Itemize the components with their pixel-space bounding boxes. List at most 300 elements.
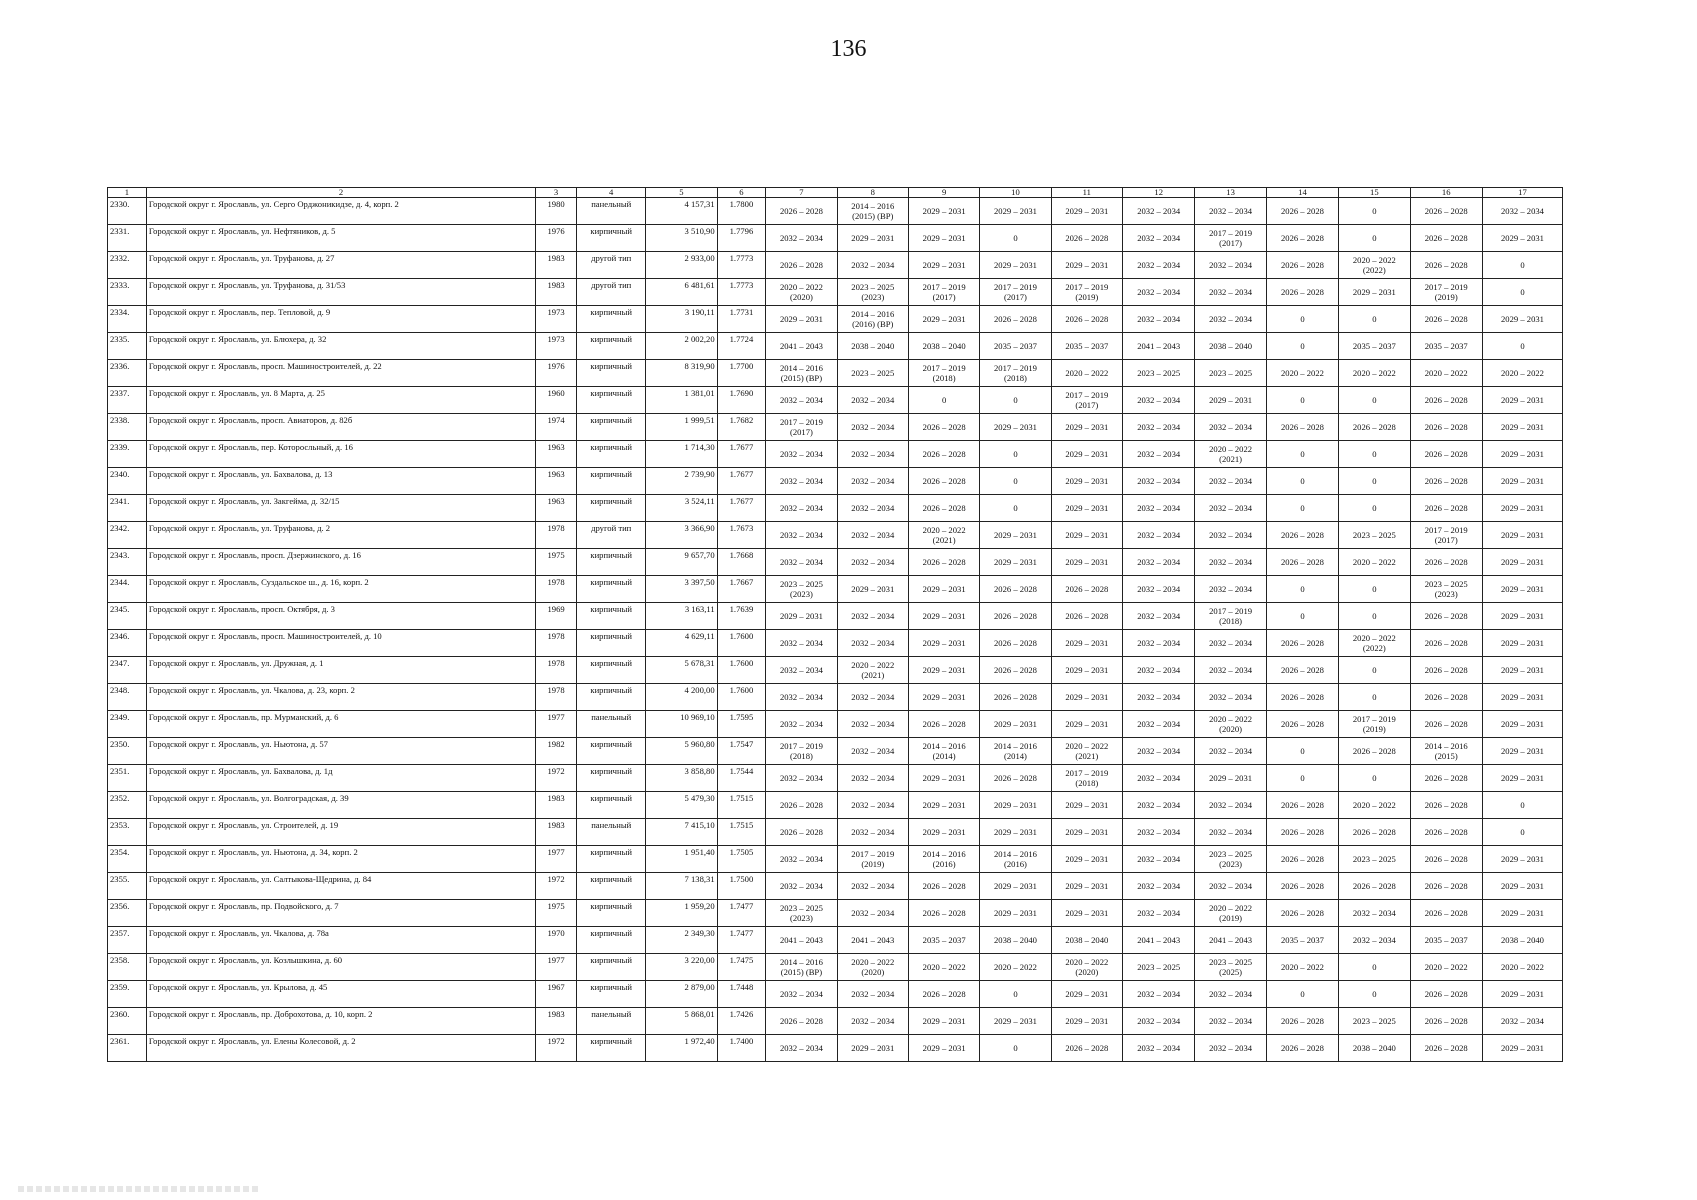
cell-period-col-7: 2032 – 2034 xyxy=(766,684,837,711)
cell-total-area: 10 969,10 xyxy=(646,711,717,738)
column-header-9: 9 xyxy=(908,188,979,198)
cell-period-col-15: 2026 – 2028 xyxy=(1339,414,1410,441)
cell-period-col-12: 2032 – 2034 xyxy=(1122,414,1194,441)
cell-period-col-10: 0 xyxy=(980,225,1051,252)
cell-period-col-17: 2029 – 2031 xyxy=(1482,1035,1562,1062)
table-row xyxy=(108,387,1563,414)
cell-rating: 1.7515 xyxy=(717,792,766,819)
cell-period-col-15: 0 xyxy=(1339,468,1410,495)
cell-period-col-17: 2029 – 2031 xyxy=(1482,765,1562,792)
cell-period-col-8: 2017 – 2019 (2019) xyxy=(837,846,908,873)
cell-wall-material: кирпичный xyxy=(577,981,646,1008)
cell-period-col-8: 2014 – 2016 (2015) (ВР) xyxy=(837,198,908,225)
cell-period-col-14: 2026 – 2028 xyxy=(1266,522,1338,549)
column-header-6: 6 xyxy=(717,188,766,198)
cell-address: Городской округ г. Ярославль, ул. 8 Марта, д. 25 xyxy=(146,387,535,414)
cell-period-col-10: 2029 – 2031 xyxy=(980,873,1051,900)
cell-period-col-16: 2020 – 2022 xyxy=(1410,954,1482,981)
cell-period-col-11: 2029 – 2031 xyxy=(1051,1008,1122,1035)
capital-repair-schedule-table xyxy=(107,187,1563,1062)
cell-total-area: 8 319,90 xyxy=(646,360,717,387)
cell-period-col-8: 2032 – 2034 xyxy=(837,684,908,711)
cell-year-built: 1976 xyxy=(536,360,577,387)
cell-wall-material: кирпичный xyxy=(577,306,646,333)
cell-period-col-11: 2026 – 2028 xyxy=(1051,306,1122,333)
cell-year-built: 1980 xyxy=(536,198,577,225)
table-row xyxy=(108,765,1563,792)
cell-period-col-10: 2020 – 2022 xyxy=(980,954,1051,981)
cell-period-col-13: 2023 – 2025 (2025) xyxy=(1195,954,1266,981)
table-row xyxy=(108,225,1563,252)
cell-period-col-13: 2029 – 2031 xyxy=(1195,387,1266,414)
cell-period-col-8: 2032 – 2034 xyxy=(837,441,908,468)
cell-period-col-8: 2032 – 2034 xyxy=(837,603,908,630)
cell-period-col-7: 2026 – 2028 xyxy=(766,792,837,819)
cell-period-col-9: 2014 – 2016 (2016) xyxy=(908,846,979,873)
cell-period-col-8: 2029 – 2031 xyxy=(837,225,908,252)
cell-period-col-9: 2017 – 2019 (2018) xyxy=(908,360,979,387)
cell-year-built: 1963 xyxy=(536,468,577,495)
cell-year-built: 1975 xyxy=(536,900,577,927)
cell-period-col-9: 2029 – 2031 xyxy=(908,657,979,684)
cell-row-number: 2340. xyxy=(108,468,147,495)
cell-period-col-9: 2026 – 2028 xyxy=(908,873,979,900)
cell-address: Городской округ г. Ярославль, ул. Труфанова, д. 2 xyxy=(146,522,535,549)
cell-period-col-8: 2032 – 2034 xyxy=(837,495,908,522)
table-row xyxy=(108,792,1563,819)
cell-period-col-14: 0 xyxy=(1266,603,1338,630)
cell-period-col-8: 2032 – 2034 xyxy=(837,522,908,549)
cell-period-col-10: 2026 – 2028 xyxy=(980,657,1051,684)
cell-total-area: 3 510,90 xyxy=(646,225,717,252)
cell-period-col-16: 2026 – 2028 xyxy=(1410,819,1482,846)
cell-period-col-7: 2032 – 2034 xyxy=(766,225,837,252)
table-body xyxy=(108,198,1563,1062)
cell-total-area: 4 629,11 xyxy=(646,630,717,657)
table-row xyxy=(108,549,1563,576)
cell-period-col-13: 2032 – 2034 xyxy=(1195,981,1266,1008)
column-header-3: 3 xyxy=(536,188,577,198)
cell-period-col-15: 2038 – 2040 xyxy=(1339,1035,1410,1062)
cell-period-col-10: 2026 – 2028 xyxy=(980,684,1051,711)
cell-period-col-14: 0 xyxy=(1266,333,1338,360)
cell-period-col-14: 0 xyxy=(1266,495,1338,522)
cell-address: Городской округ г. Ярославль, пр. Подвойского, д. 7 xyxy=(146,900,535,927)
cell-period-col-9: 2026 – 2028 xyxy=(908,711,979,738)
cell-address: Городской округ г. Ярославль, ул. Серго Орджоникидзе, д. 4, корп. 2 xyxy=(146,198,535,225)
cell-total-area: 3 190,11 xyxy=(646,306,717,333)
cell-period-col-7: 2032 – 2034 xyxy=(766,765,837,792)
cell-wall-material: кирпичный xyxy=(577,792,646,819)
column-header-7: 7 xyxy=(766,188,837,198)
column-header-5: 5 xyxy=(646,188,717,198)
cell-address: Городской округ г. Ярославль, ул. Елены Колесовой, д. 2 xyxy=(146,1035,535,1062)
cell-period-col-10: 2017 – 2019 (2017) xyxy=(980,279,1051,306)
cell-address: Городской округ г. Ярославль, пер. Которосльный, д. 16 xyxy=(146,441,535,468)
cell-period-col-8: 2032 – 2034 xyxy=(837,468,908,495)
cell-period-col-9: 2029 – 2031 xyxy=(908,1035,979,1062)
cell-address: Городской округ г. Ярославль, ул. Чкалова, д. 23, корп. 2 xyxy=(146,684,535,711)
cell-rating: 1.7673 xyxy=(717,522,766,549)
cell-row-number: 2351. xyxy=(108,765,147,792)
cell-year-built: 1967 xyxy=(536,981,577,1008)
cell-rating: 1.7724 xyxy=(717,333,766,360)
table-row xyxy=(108,846,1563,873)
cell-period-col-14: 2026 – 2028 xyxy=(1266,414,1338,441)
table-row xyxy=(108,954,1563,981)
cell-period-col-7: 2032 – 2034 xyxy=(766,981,837,1008)
cell-period-col-12: 2032 – 2034 xyxy=(1122,225,1194,252)
cell-total-area: 3 858,80 xyxy=(646,765,717,792)
cell-period-col-12: 2032 – 2034 xyxy=(1122,387,1194,414)
cell-address: Городской округ г. Ярославль, ул. Труфанова, д. 27 xyxy=(146,252,535,279)
cell-period-col-16: 2026 – 2028 xyxy=(1410,846,1482,873)
cell-period-col-9: 2026 – 2028 xyxy=(908,981,979,1008)
cell-period-col-10: 2029 – 2031 xyxy=(980,900,1051,927)
table-row xyxy=(108,468,1563,495)
cell-period-col-7: 2026 – 2028 xyxy=(766,252,837,279)
cell-period-col-9: 2026 – 2028 xyxy=(908,495,979,522)
cell-period-col-10: 2029 – 2031 xyxy=(980,198,1051,225)
cell-period-col-7: 2026 – 2028 xyxy=(766,819,837,846)
cell-period-col-10: 2026 – 2028 xyxy=(980,630,1051,657)
cell-address: Городской округ г. Ярославль, просп. Машиностроителей, д. 22 xyxy=(146,360,535,387)
cell-period-col-16: 2026 – 2028 xyxy=(1410,387,1482,414)
cell-period-col-13: 2032 – 2034 xyxy=(1195,657,1266,684)
cell-period-col-17: 2029 – 2031 xyxy=(1482,684,1562,711)
cell-period-col-15: 0 xyxy=(1339,225,1410,252)
cell-total-area: 2 349,30 xyxy=(646,927,717,954)
cell-rating: 1.7677 xyxy=(717,441,766,468)
cell-row-number: 2337. xyxy=(108,387,147,414)
table-row xyxy=(108,657,1563,684)
table-row xyxy=(108,414,1563,441)
cell-period-col-8: 2032 – 2034 xyxy=(837,792,908,819)
cell-period-col-17: 2029 – 2031 xyxy=(1482,603,1562,630)
cell-period-col-9: 2029 – 2031 xyxy=(908,792,979,819)
cell-period-col-11: 2029 – 2031 xyxy=(1051,684,1122,711)
cell-period-col-15: 2020 – 2022 xyxy=(1339,549,1410,576)
cell-period-col-12: 2032 – 2034 xyxy=(1122,981,1194,1008)
cell-period-col-9: 2029 – 2031 xyxy=(908,630,979,657)
cell-period-col-15: 2020 – 2022 (2022) xyxy=(1339,630,1410,657)
cell-period-col-10: 0 xyxy=(980,387,1051,414)
cell-period-col-12: 2032 – 2034 xyxy=(1122,306,1194,333)
column-header-12: 12 xyxy=(1122,188,1194,198)
cell-year-built: 1972 xyxy=(536,765,577,792)
cell-rating: 1.7400 xyxy=(717,1035,766,1062)
cell-period-col-16: 2035 – 2037 xyxy=(1410,333,1482,360)
cell-period-col-9: 2026 – 2028 xyxy=(908,441,979,468)
cell-period-col-11: 2029 – 2031 xyxy=(1051,522,1122,549)
cell-total-area: 6 481,61 xyxy=(646,279,717,306)
cell-period-col-9: 2029 – 2031 xyxy=(908,198,979,225)
cell-total-area: 2 879,00 xyxy=(646,981,717,1008)
table-row xyxy=(108,441,1563,468)
cell-rating: 1.7773 xyxy=(717,279,766,306)
cell-period-col-17: 2029 – 2031 xyxy=(1482,225,1562,252)
cell-row-number: 2338. xyxy=(108,414,147,441)
cell-period-col-14: 2026 – 2028 xyxy=(1266,1008,1338,1035)
cell-period-col-15: 0 xyxy=(1339,306,1410,333)
cell-period-col-14: 0 xyxy=(1266,441,1338,468)
cell-period-col-9: 2029 – 2031 xyxy=(908,684,979,711)
cell-period-col-17: 2029 – 2031 xyxy=(1482,414,1562,441)
cell-year-built: 1972 xyxy=(536,1035,577,1062)
cell-period-col-14: 2026 – 2028 xyxy=(1266,279,1338,306)
cell-period-col-17: 2029 – 2031 xyxy=(1482,873,1562,900)
cell-total-area: 1 381,01 xyxy=(646,387,717,414)
cell-period-col-15: 0 xyxy=(1339,954,1410,981)
cell-period-col-16: 2023 – 2025 (2023) xyxy=(1410,576,1482,603)
cell-wall-material: кирпичный xyxy=(577,846,646,873)
cell-period-col-10: 0 xyxy=(980,441,1051,468)
cell-year-built: 1976 xyxy=(536,225,577,252)
cell-period-col-10: 2026 – 2028 xyxy=(980,306,1051,333)
cell-period-col-16: 2026 – 2028 xyxy=(1410,711,1482,738)
table-row xyxy=(108,576,1563,603)
cell-period-col-11: 2029 – 2031 xyxy=(1051,549,1122,576)
cell-period-col-17: 0 xyxy=(1482,333,1562,360)
cell-total-area: 1 959,20 xyxy=(646,900,717,927)
cell-row-number: 2353. xyxy=(108,819,147,846)
cell-period-col-7: 2032 – 2034 xyxy=(766,495,837,522)
cell-period-col-15: 2026 – 2028 xyxy=(1339,738,1410,765)
cell-period-col-14: 0 xyxy=(1266,738,1338,765)
cell-period-col-14: 2026 – 2028 xyxy=(1266,657,1338,684)
cell-period-col-15: 0 xyxy=(1339,387,1410,414)
cell-period-col-13: 2032 – 2034 xyxy=(1195,306,1266,333)
cell-address: Городской округ г. Ярославль, просп. Авиаторов, д. 82б xyxy=(146,414,535,441)
cell-period-col-17: 2029 – 2031 xyxy=(1482,576,1562,603)
cell-period-col-13: 2032 – 2034 xyxy=(1195,549,1266,576)
cell-period-col-14: 0 xyxy=(1266,468,1338,495)
cell-period-col-12: 2041 – 2043 xyxy=(1122,927,1194,954)
cell-period-col-13: 2032 – 2034 xyxy=(1195,1008,1266,1035)
cell-period-col-8: 2023 – 2025 (2023) xyxy=(837,279,908,306)
cell-wall-material: кирпичный xyxy=(577,927,646,954)
cell-row-number: 2347. xyxy=(108,657,147,684)
cell-period-col-11: 2026 – 2028 xyxy=(1051,1035,1122,1062)
cell-total-area: 1 972,40 xyxy=(646,1035,717,1062)
cell-row-number: 2333. xyxy=(108,279,147,306)
cell-address: Городской округ г. Ярославль, пр. Доброхотова, д. 10, корп. 2 xyxy=(146,1008,535,1035)
cell-period-col-15: 0 xyxy=(1339,981,1410,1008)
cell-period-col-13: 2032 – 2034 xyxy=(1195,684,1266,711)
cell-period-col-8: 2020 – 2022 (2021) xyxy=(837,657,908,684)
cell-period-col-7: 2032 – 2034 xyxy=(766,522,837,549)
column-header-2: 2 xyxy=(146,188,535,198)
cell-address: Городской округ г. Ярославль, ул. Козлышкина, д. 60 xyxy=(146,954,535,981)
cell-period-col-13: 2032 – 2034 xyxy=(1195,198,1266,225)
cell-period-col-17: 2020 – 2022 xyxy=(1482,360,1562,387)
cell-address: Городской округ г. Ярославль, ул. Бахвалова, д. 13 xyxy=(146,468,535,495)
cell-total-area: 7 138,31 xyxy=(646,873,717,900)
cell-rating: 1.7544 xyxy=(717,765,766,792)
cell-period-col-8: 2020 – 2022 (2020) xyxy=(837,954,908,981)
cell-period-col-14: 0 xyxy=(1266,981,1338,1008)
cell-year-built: 1963 xyxy=(536,495,577,522)
cell-rating: 1.7800 xyxy=(717,198,766,225)
cell-period-col-11: 2029 – 2031 xyxy=(1051,711,1122,738)
cell-address: Городской округ г. Ярославль, пер. Тепловой, д. 9 xyxy=(146,306,535,333)
cell-period-col-13: 2032 – 2034 xyxy=(1195,819,1266,846)
cell-row-number: 2345. xyxy=(108,603,147,630)
cell-wall-material: кирпичный xyxy=(577,765,646,792)
cell-address: Городской округ г. Ярославль, ул. Салтыкова-Щедрина, д. 84 xyxy=(146,873,535,900)
cell-period-col-11: 2029 – 2031 xyxy=(1051,819,1122,846)
table-row xyxy=(108,873,1563,900)
cell-wall-material: кирпичный xyxy=(577,468,646,495)
cell-period-col-9: 2029 – 2031 xyxy=(908,765,979,792)
cell-period-col-13: 2032 – 2034 xyxy=(1195,873,1266,900)
cell-period-col-17: 2029 – 2031 xyxy=(1482,495,1562,522)
cell-total-area: 1 951,40 xyxy=(646,846,717,873)
cell-rating: 1.7796 xyxy=(717,225,766,252)
cell-period-col-7: 2032 – 2034 xyxy=(766,873,837,900)
cell-period-col-12: 2032 – 2034 xyxy=(1122,792,1194,819)
cell-period-col-16: 2026 – 2028 xyxy=(1410,657,1482,684)
cell-period-col-9: 0 xyxy=(908,387,979,414)
table-header xyxy=(108,188,1563,198)
cell-address: Городской округ г. Ярославль, ул. Волгоградская, д. 39 xyxy=(146,792,535,819)
cell-period-col-17: 2029 – 2031 xyxy=(1482,981,1562,1008)
cell-period-col-12: 2032 – 2034 xyxy=(1122,279,1194,306)
cell-wall-material: кирпичный xyxy=(577,684,646,711)
cell-period-col-13: 2032 – 2034 xyxy=(1195,1035,1266,1062)
cell-rating: 1.7477 xyxy=(717,927,766,954)
cell-wall-material: кирпичный xyxy=(577,630,646,657)
cell-year-built: 1973 xyxy=(536,333,577,360)
cell-year-built: 1977 xyxy=(536,711,577,738)
cell-period-col-11: 2029 – 2031 xyxy=(1051,252,1122,279)
cell-period-col-11: 2026 – 2028 xyxy=(1051,225,1122,252)
cell-row-number: 2335. xyxy=(108,333,147,360)
cell-period-col-10: 2026 – 2028 xyxy=(980,576,1051,603)
cell-rating: 1.7667 xyxy=(717,576,766,603)
cell-address: Городской округ г. Ярославль, ул. Крылова, д. 45 xyxy=(146,981,535,1008)
cell-period-col-16: 2035 – 2037 xyxy=(1410,927,1482,954)
cell-period-col-8: 2032 – 2034 xyxy=(837,387,908,414)
cell-period-col-9: 2017 – 2019 (2017) xyxy=(908,279,979,306)
cell-period-col-17: 0 xyxy=(1482,252,1562,279)
cell-row-number: 2344. xyxy=(108,576,147,603)
cell-total-area: 2 933,00 xyxy=(646,252,717,279)
cell-period-col-13: 2032 – 2034 xyxy=(1195,495,1266,522)
cell-period-col-12: 2032 – 2034 xyxy=(1122,441,1194,468)
cell-period-col-8: 2032 – 2034 xyxy=(837,819,908,846)
cell-row-number: 2331. xyxy=(108,225,147,252)
cell-period-col-8: 2032 – 2034 xyxy=(837,414,908,441)
cell-period-col-12: 2032 – 2034 xyxy=(1122,873,1194,900)
cell-period-col-11: 2029 – 2031 xyxy=(1051,198,1122,225)
cell-period-col-11: 2029 – 2031 xyxy=(1051,495,1122,522)
cell-row-number: 2357. xyxy=(108,927,147,954)
cell-period-col-14: 0 xyxy=(1266,306,1338,333)
cell-period-col-9: 2029 – 2031 xyxy=(908,225,979,252)
cell-period-col-10: 2014 – 2016 (2016) xyxy=(980,846,1051,873)
cell-period-col-17: 2029 – 2031 xyxy=(1482,549,1562,576)
cell-period-col-17: 2029 – 2031 xyxy=(1482,738,1562,765)
cell-row-number: 2358. xyxy=(108,954,147,981)
cell-period-col-8: 2023 – 2025 xyxy=(837,360,908,387)
cell-period-col-15: 0 xyxy=(1339,495,1410,522)
cell-total-area: 3 220,00 xyxy=(646,954,717,981)
cell-period-col-10: 2029 – 2031 xyxy=(980,1008,1051,1035)
cell-period-col-16: 2026 – 2028 xyxy=(1410,684,1482,711)
cell-rating: 1.7731 xyxy=(717,306,766,333)
cell-period-col-8: 2032 – 2034 xyxy=(837,981,908,1008)
table-row xyxy=(108,603,1563,630)
cell-period-col-12: 2032 – 2034 xyxy=(1122,630,1194,657)
cell-period-col-13: 2041 – 2043 xyxy=(1195,927,1266,954)
cell-period-col-8: 2032 – 2034 xyxy=(837,738,908,765)
cell-period-col-15: 0 xyxy=(1339,198,1410,225)
cell-total-area: 3 163,11 xyxy=(646,603,717,630)
cell-period-col-11: 2029 – 2031 xyxy=(1051,441,1122,468)
cell-period-col-9: 2026 – 2028 xyxy=(908,468,979,495)
cell-period-col-9: 2035 – 2037 xyxy=(908,927,979,954)
cell-row-number: 2354. xyxy=(108,846,147,873)
table-row xyxy=(108,306,1563,333)
cell-wall-material: кирпичный xyxy=(577,360,646,387)
table-row xyxy=(108,1008,1563,1035)
cell-period-col-7: 2032 – 2034 xyxy=(766,441,837,468)
cell-wall-material: кирпичный xyxy=(577,873,646,900)
cell-wall-material: другой тип xyxy=(577,522,646,549)
table-row xyxy=(108,252,1563,279)
table-row xyxy=(108,684,1563,711)
cell-wall-material: кирпичный xyxy=(577,495,646,522)
cell-period-col-17: 2032 – 2034 xyxy=(1482,1008,1562,1035)
cell-year-built: 1977 xyxy=(536,954,577,981)
cell-total-area: 5 479,30 xyxy=(646,792,717,819)
cell-wall-material: панельный xyxy=(577,198,646,225)
cell-year-built: 1977 xyxy=(536,846,577,873)
cell-period-col-14: 2026 – 2028 xyxy=(1266,549,1338,576)
cell-period-col-17: 2029 – 2031 xyxy=(1482,441,1562,468)
cell-period-col-11: 2029 – 2031 xyxy=(1051,873,1122,900)
cell-period-col-7: 2032 – 2034 xyxy=(766,1035,837,1062)
cell-row-number: 2349. xyxy=(108,711,147,738)
cell-year-built: 1983 xyxy=(536,792,577,819)
cell-period-col-12: 2032 – 2034 xyxy=(1122,198,1194,225)
cell-period-col-10: 2026 – 2028 xyxy=(980,765,1051,792)
cell-period-col-13: 2023 – 2025 xyxy=(1195,360,1266,387)
cell-period-col-13: 2032 – 2034 xyxy=(1195,630,1266,657)
cell-rating: 1.7677 xyxy=(717,468,766,495)
cell-period-col-16: 2026 – 2028 xyxy=(1410,468,1482,495)
cell-period-col-16: 2026 – 2028 xyxy=(1410,873,1482,900)
cell-period-col-13: 2017 – 2019 (2017) xyxy=(1195,225,1266,252)
cell-period-col-17: 2029 – 2031 xyxy=(1482,306,1562,333)
cell-row-number: 2341. xyxy=(108,495,147,522)
cell-wall-material: другой тип xyxy=(577,252,646,279)
cell-period-col-13: 2032 – 2034 xyxy=(1195,792,1266,819)
cell-address: Городской округ г. Ярославль, просп. Дзержинского, д. 16 xyxy=(146,549,535,576)
cell-rating: 1.7547 xyxy=(717,738,766,765)
cell-period-col-10: 2029 – 2031 xyxy=(980,549,1051,576)
cell-period-col-14: 2026 – 2028 xyxy=(1266,819,1338,846)
column-header-13: 13 xyxy=(1195,188,1266,198)
cell-period-col-16: 2026 – 2028 xyxy=(1410,603,1482,630)
cell-period-col-14: 2026 – 2028 xyxy=(1266,198,1338,225)
cell-year-built: 1983 xyxy=(536,1008,577,1035)
cell-period-col-16: 2026 – 2028 xyxy=(1410,1035,1482,1062)
cell-period-col-8: 2032 – 2034 xyxy=(837,765,908,792)
cell-period-col-8: 2032 – 2034 xyxy=(837,1008,908,1035)
cell-period-col-11: 2026 – 2028 xyxy=(1051,576,1122,603)
